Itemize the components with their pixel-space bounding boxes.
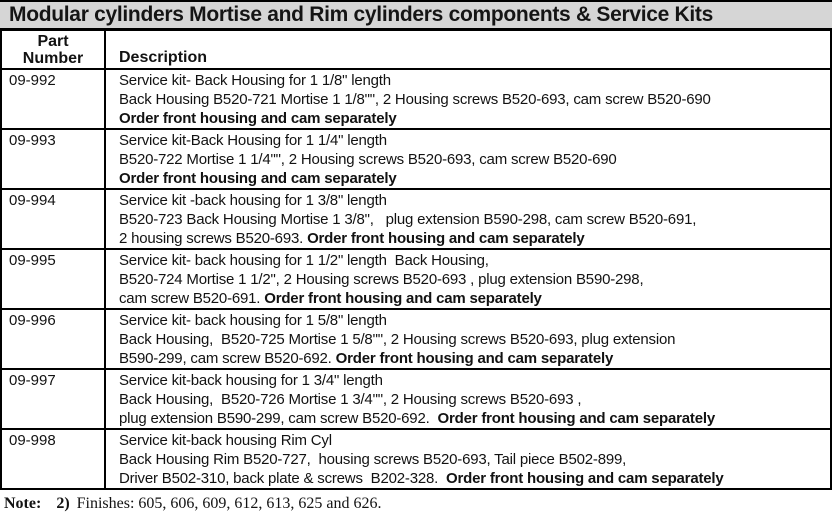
description-line bbox=[119, 349, 830, 368]
description-line bbox=[119, 330, 830, 349]
description-cell bbox=[106, 430, 830, 488]
table-row bbox=[2, 310, 830, 370]
description-cell bbox=[106, 70, 830, 128]
description-line bbox=[119, 169, 830, 188]
description-text: Back Housing, B520-725 Mortise 1 5/8"", 2 Housing screws B520-693, plug extension bbox=[119, 331, 676, 348]
page-title: Modular cylinders Mortise and Rim cylinders components & Service Kits bbox=[9, 3, 713, 26]
description-bold-text: Order front housing and cam separately bbox=[307, 230, 585, 247]
parts-table bbox=[0, 31, 832, 490]
part-number-cell: 09-997 bbox=[2, 370, 106, 428]
table-row bbox=[2, 70, 830, 130]
description-text: Service kit-back housing for 1 3/4" length bbox=[119, 372, 383, 389]
description-line bbox=[119, 251, 830, 270]
description-text: Back Housing, B520-726 Mortise 1 3/4"", 2 Housing screws B520-693 , bbox=[119, 391, 582, 408]
table-row bbox=[2, 190, 830, 250]
part-number-header-line1: Part bbox=[37, 33, 69, 50]
description-bold-text: Order front housing and cam separately bbox=[335, 350, 614, 367]
title-bar bbox=[0, 0, 832, 31]
description-line bbox=[119, 409, 830, 428]
description-line bbox=[119, 191, 830, 210]
description-line bbox=[119, 229, 830, 248]
description-text: Service kit- back housing for 1 1/2" length Back Housing, bbox=[119, 252, 489, 269]
description-line bbox=[119, 90, 830, 109]
description-bold-text: Order front housing and cam separately bbox=[437, 410, 715, 427]
table-header-row bbox=[2, 31, 830, 70]
table-row bbox=[2, 250, 830, 310]
part-number-cell: 09-996 bbox=[2, 310, 106, 368]
description-cell bbox=[106, 310, 830, 368]
part-number-cell: 09-993 bbox=[2, 130, 106, 188]
description-text: B520-724 Mortise 1 1/2", 2 Housing screws B520-693 , plug extension B590-298, bbox=[119, 271, 644, 288]
description-line bbox=[119, 270, 830, 289]
footnote-label: Note: bbox=[4, 495, 42, 512]
table-row bbox=[2, 430, 830, 488]
column-header-part-number bbox=[2, 31, 106, 68]
description-cell bbox=[106, 370, 830, 428]
description-line bbox=[119, 450, 830, 469]
description-text: 2 housing screws B520-693. bbox=[119, 230, 308, 247]
description-line bbox=[119, 150, 830, 169]
description-text: Service kit- Back Housing for 1 1/8" length bbox=[119, 72, 391, 89]
footnote-text: Finishes: 605, 606, 609, 612, 613, 625 and 626. bbox=[76, 495, 382, 512]
description-line bbox=[119, 289, 830, 308]
description-text: Driver B502-310, back plate & screws B202-328. bbox=[119, 470, 447, 487]
description-cell bbox=[106, 250, 830, 308]
description-text: Back Housing Rim B520-727, housing screws B520-693, Tail piece B502-899, bbox=[119, 451, 627, 468]
part-number-cell: 09-998 bbox=[2, 430, 106, 488]
description-bold-text: Order front housing and cam separately bbox=[264, 290, 542, 307]
description-line bbox=[119, 390, 830, 409]
description-bold-text: Order front housing and cam separately bbox=[119, 110, 397, 127]
description-line bbox=[119, 431, 830, 450]
description-text: cam screw B520-691. bbox=[119, 290, 265, 307]
description-text: B520-723 Back Housing Mortise 1 3/8", plug extension B590-298, cam screw B520-691, bbox=[119, 211, 697, 228]
description-text: Back Housing B520-721 Mortise 1 1/8"", 2 Housing screws B520-693, cam screw B520-690 bbox=[119, 91, 711, 108]
description-line bbox=[119, 109, 830, 128]
description-header-label: Description bbox=[119, 49, 208, 66]
description-cell bbox=[106, 190, 830, 248]
description-text: plug extension B590-299, cam screw B520-692. bbox=[119, 410, 438, 427]
description-text: Service kit- back housing for 1 5/8" length bbox=[119, 312, 387, 329]
description-cell bbox=[106, 130, 830, 188]
part-number-cell: 09-994 bbox=[2, 190, 106, 248]
column-header-description bbox=[106, 31, 830, 68]
description-text: B520-722 Mortise 1 1/4"", 2 Housing screws B520-693, cam screw B520-690 bbox=[119, 151, 617, 168]
description-text: B590-299, cam screw B520-692. bbox=[119, 350, 336, 367]
part-number-header-line2: Number bbox=[22, 50, 84, 67]
description-line bbox=[119, 71, 830, 90]
part-number-cell: 09-992 bbox=[2, 70, 106, 128]
table-row bbox=[2, 130, 830, 190]
description-line bbox=[119, 210, 830, 229]
description-line bbox=[119, 371, 830, 390]
description-line bbox=[119, 311, 830, 330]
table-row bbox=[2, 370, 830, 430]
part-number-cell: 09-995 bbox=[2, 250, 106, 308]
description-bold-text: Order front housing and cam separately bbox=[446, 470, 724, 487]
description-text: Service kit -back housing for 1 3/8" length bbox=[119, 192, 387, 209]
description-line bbox=[119, 469, 830, 488]
description-line bbox=[119, 131, 830, 150]
footnote-number: 2) bbox=[56, 495, 70, 512]
footnote bbox=[0, 495, 832, 513]
description-text: Service kit-back housing Rim Cyl bbox=[119, 432, 332, 449]
description-text: Service kit-Back Housing for 1 1/4" length bbox=[119, 132, 387, 149]
description-bold-text: Order front housing and cam separately bbox=[119, 170, 397, 187]
